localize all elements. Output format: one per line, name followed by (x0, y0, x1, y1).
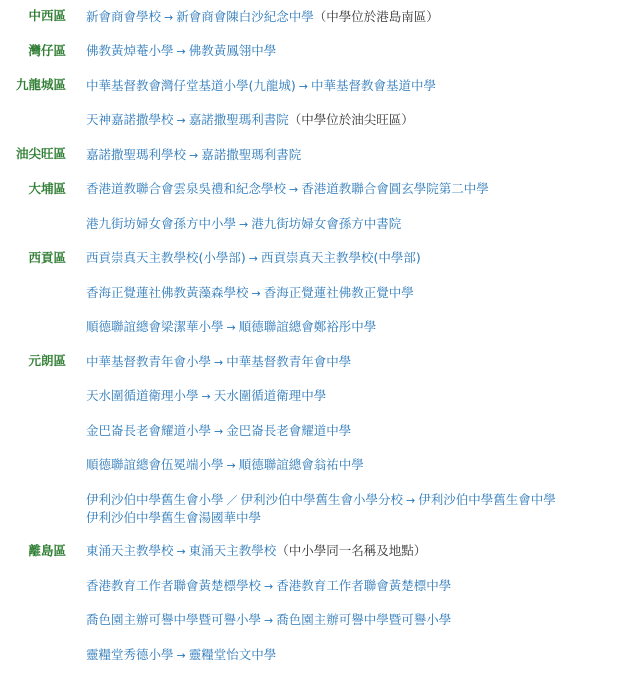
entry-list (66, 141, 629, 176)
district-label: 大埔區 (28, 180, 66, 196)
secondary-school-link[interactable]: 天水圍循道衛理中學 (213, 388, 327, 403)
secondary-school-link[interactable]: 金巴崙長老會耀道中學 (226, 422, 352, 438)
entry-list (66, 176, 629, 245)
district-group (0, 245, 629, 349)
arrow-icon: → (189, 148, 199, 162)
school-entry (86, 572, 629, 607)
arrow-icon: → (251, 286, 261, 300)
arrow-icon: → (226, 321, 236, 334)
school-note: （中學位於港島南區） (313, 8, 439, 24)
primary-school-link[interactable]: 順德聯誼總會伍冕端小學 (86, 457, 224, 472)
primary-school-link[interactable]: 伊利沙伯中學舊生會小學分校 (240, 491, 404, 507)
primary-school-link[interactable]: 東涌天主教學校 (86, 543, 174, 558)
secondary-school-link[interactable]: 伊利沙伯中學舊生會中學 (418, 491, 556, 507)
arrow-icon: → (239, 217, 249, 231)
primary-school-link[interactable]: 天水圍循道衛理小學 (86, 388, 199, 403)
secondary-school-link[interactable]: 新會商會陳白沙紀念中學 (176, 8, 314, 24)
secondary-school-link[interactable]: 佛教黃鳳翎中學 (188, 43, 277, 58)
primary-school-link[interactable]: 中華基督教青年會小學 (86, 353, 212, 369)
primary-school-link[interactable]: 喬色園主辦可譽中學暨可譽小學 (86, 612, 262, 627)
secondary-school-link[interactable]: 香港教育工作者聯會黃楚標中學 (276, 577, 452, 593)
district-group (0, 176, 629, 245)
school-entry (86, 210, 629, 245)
primary-school-link[interactable]: 金巴崙長老會耀道小學 (86, 422, 212, 438)
district-group (0, 72, 629, 141)
secondary-school-link[interactable]: 中華基督教會基道中學 (310, 77, 436, 93)
secondary-school-link[interactable]: 香海正覺蓮社佛教正覺中學 (263, 284, 414, 300)
primary-school-link[interactable]: 順德聯誼總會梁潔華小學 (86, 319, 224, 334)
secondary-school-link[interactable]: 香港道教聯合會圓玄學院第二中學 (301, 181, 489, 196)
district-label: 灣仔區 (28, 42, 66, 58)
arrow-icon: → (176, 545, 186, 558)
district-label: 西貢區 (28, 249, 66, 265)
school-entry (86, 72, 629, 107)
arrow-icon: → (226, 459, 236, 472)
school-entry (86, 107, 629, 142)
primary-school-link[interactable]: 伊利沙伯中學舊生會小學 (86, 491, 224, 507)
primary-school-link[interactable]: 香港教育工作者聯會黃楚標學校 (86, 577, 262, 593)
primary-school-link[interactable]: 西貢崇真天主教學校(小學部) (86, 250, 246, 265)
primary-school-link[interactable]: 香海正覺蓮社佛教黃藻森學校 (86, 284, 249, 300)
school-entry (86, 417, 629, 452)
arrow-icon: → (248, 252, 258, 265)
secondary-school-link[interactable]: 順德聯誼總會翁祐中學 (238, 457, 364, 472)
district-label: 九龍城區 (15, 77, 66, 92)
arrow-icon: → (406, 493, 416, 507)
district-group (0, 3, 629, 38)
primary-school-link[interactable]: 中華基督教會灣仔堂基道小學(九龍城) (86, 77, 296, 93)
school-entry (86, 538, 629, 573)
entry-list (66, 348, 629, 538)
arrow-icon: → (214, 424, 224, 438)
entry-list (66, 72, 629, 141)
entry-list (66, 245, 629, 349)
district-group (0, 348, 629, 538)
arrow-icon: → (264, 579, 274, 593)
district-group (0, 141, 629, 176)
secondary-school-link[interactable]: 嘉諾撒聖瑪利書院 (201, 146, 302, 162)
primary-school-link[interactable]: 港九街坊婦女會孫方中小學 (86, 215, 237, 231)
secondary-school-link[interactable]: 嘉諾撒聖瑪利書院 (188, 112, 289, 127)
arrow-icon: → (176, 45, 186, 58)
entry-list (66, 38, 629, 73)
arrow-icon: → (176, 648, 186, 662)
primary-school-link[interactable]: 佛教黃焯菴小學 (86, 43, 174, 58)
arrow-icon: → (264, 614, 274, 627)
arrow-icon: → (214, 355, 224, 369)
school-entry (86, 607, 629, 642)
secondary-school-link[interactable]: 東涌天主教學校 (188, 543, 277, 558)
school-entry (86, 38, 629, 73)
school-entry (86, 486, 629, 538)
secondary-school-link[interactable]: 喬色園主辦可譽中學暨可譽小學 (276, 612, 452, 627)
secondary-school-link[interactable]: 靈糧堂怡文中學 (188, 646, 277, 662)
school-entry (86, 279, 629, 314)
district-label: 油尖旺區 (15, 146, 66, 161)
primary-school-link[interactable]: 新會商會學校 (86, 8, 162, 24)
primary-school-link[interactable]: 嘉諾撒聖瑪利學校 (86, 146, 187, 162)
secondary-school-link[interactable]: 港九街坊婦女會孫方中書院 (251, 215, 402, 231)
school-note: （中學位於油尖旺區） (288, 112, 414, 127)
school-entry (86, 3, 629, 38)
school-entry (86, 245, 629, 280)
school-entry (86, 176, 629, 211)
district-label: 元朗區 (28, 353, 66, 368)
primary-school-link[interactable]: 靈糧堂秀德小學 (86, 646, 174, 662)
school-entry (86, 314, 629, 349)
school-note: （中小學同一名稱及地點） (276, 543, 427, 558)
school-entry (86, 383, 629, 418)
arrow-icon: → (164, 10, 174, 24)
secondary-school-link[interactable]: 伊利沙伯中學舊生會湯國華中學 (86, 509, 262, 525)
secondary-school-link[interactable]: 西貢崇真天主教學校(中學部) (260, 250, 421, 265)
school-entry (86, 452, 629, 487)
arrow-icon: → (201, 390, 211, 403)
secondary-school-link[interactable]: 中華基督教青年會中學 (226, 353, 352, 369)
district-label: 離島區 (28, 542, 66, 558)
secondary-school-link[interactable]: 順德聯誼總會鄭裕彤中學 (238, 319, 377, 334)
arrow-icon: → (176, 114, 186, 127)
school-entry (86, 141, 629, 176)
primary-school-link[interactable]: 香港道教聯合會雲泉吳禮和紀念學校 (86, 181, 287, 196)
arrow-icon: → (298, 79, 308, 93)
entry-list (66, 3, 629, 38)
arrow-icon: → (289, 183, 299, 196)
primary-school-link[interactable]: 天神嘉諾撒學校 (86, 112, 174, 127)
school-entry (86, 348, 629, 383)
district-label: 中西區 (28, 8, 66, 23)
district-group (0, 38, 629, 73)
school-entry (86, 641, 629, 676)
separator: ／ (226, 493, 238, 507)
